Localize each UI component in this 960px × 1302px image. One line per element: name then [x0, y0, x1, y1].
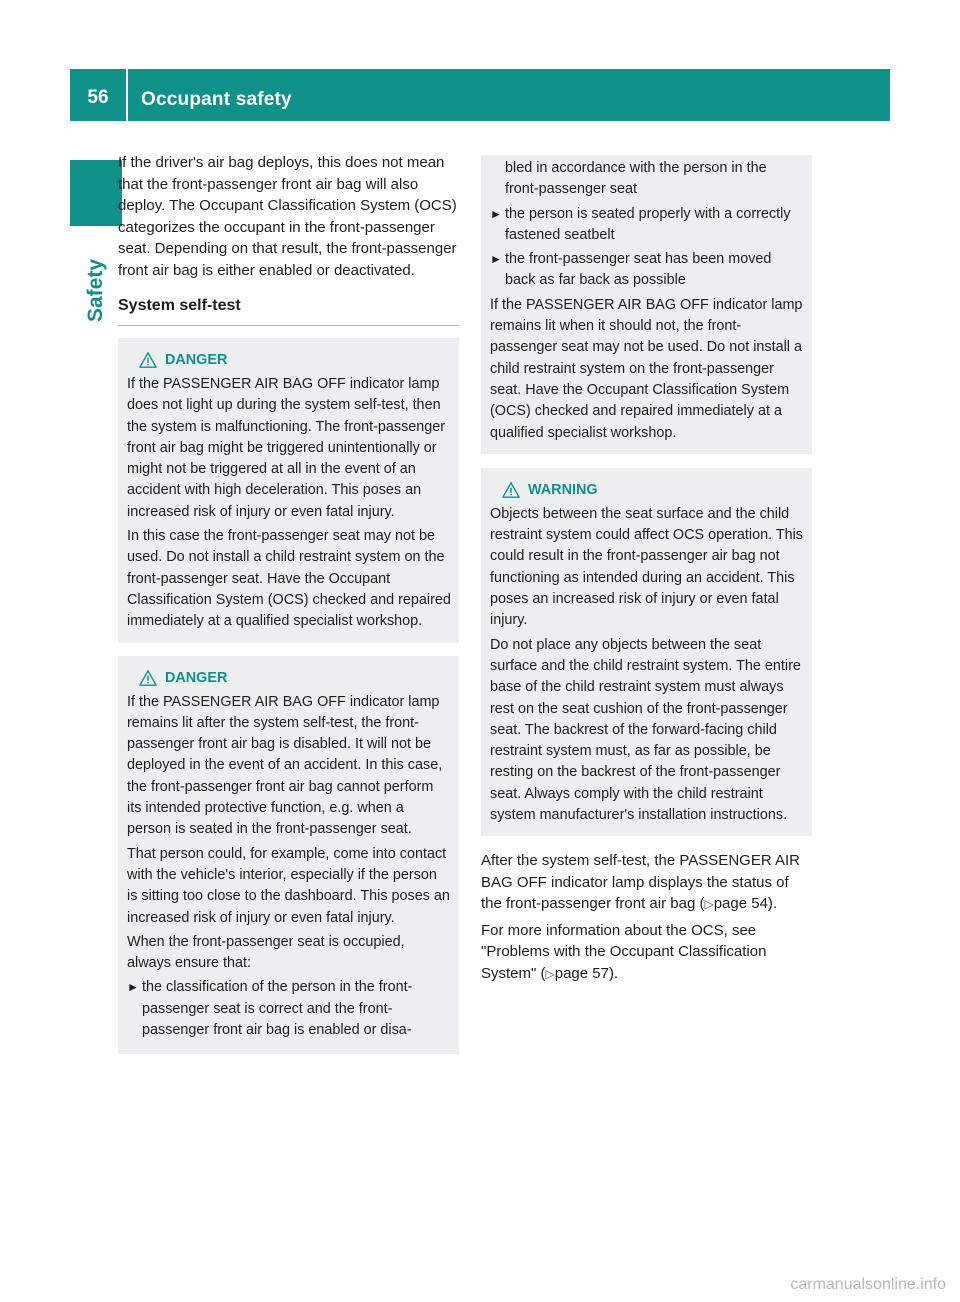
list-item: ► the person is seated properly with a correctly fastened seatbelt	[490, 205, 791, 243]
danger-box-2	[118, 656, 459, 1055]
warning-triangle-icon	[502, 481, 520, 499]
danger-1-paragraph-2: In this case the front-passenger seat may not be used. Do not install a child restraint system on the front-passenger seat. Have the Occupant Classification System (OCS) checked and repaired immediately at a qualified specialist workshop.	[127, 528, 451, 630]
page-reference-icon: ▷	[704, 897, 714, 912]
after-self-test-paragraph: After the system self-test, the PASSENGER AIR BAG OFF indicator lamp displays the status of the front-passenger front air bag (▷page 54).	[481, 852, 800, 913]
ensure-list	[127, 977, 451, 1041]
warning-box	[481, 468, 812, 836]
ensure-list-continued	[490, 204, 804, 292]
danger-header	[139, 350, 451, 370]
page-title: Occupant safety	[141, 89, 292, 110]
list-item: ► the classification of the person in the front-passenger seat is correct and the front-passenger front air bag is enabled or disa-	[127, 979, 413, 1039]
more-info-paragraph: For more information about the OCS, see "Problems with the Occupant Classification System" (▷page 57).	[481, 921, 767, 982]
bullet-icon: ►	[127, 980, 139, 995]
warning-paragraph-2: Do not place any objects between the seat surface and the child restraint system. The entire base of the child restraint system must always rest on the seat cushion of the front-passenger seat. The backrest of the forward-facing child restraint system must, as far as possible, be resting on the backrest of the front-passenger seat. Always comply with the child restraint system manufacturer's installation instructions.	[490, 636, 801, 824]
danger-2-paragraph-4: If the PASSENGER AIR BAG OFF indicator lamp remains lit when it should not, the front-passenger seat may not be used. Do not install a child restraint system on the front-passenger seat. Have the Occupant Classification System (OCS) checked and repaired immediately at a qualified specialist workshop.	[490, 296, 803, 441]
danger-2-paragraph-3: When the front-passenger seat is occupied, always ensure that:	[127, 933, 405, 972]
danger-header	[139, 668, 451, 688]
bullet-continuation: bled in accordance with the person in the front-passenger seat	[505, 160, 767, 198]
left-column	[118, 152, 459, 1054]
list-item: ► the front-passenger seat has been moved back as far back as possible	[490, 251, 772, 289]
bullet-icon: ►	[490, 206, 502, 221]
watermark: carmanualsonline.info	[790, 1276, 946, 1293]
section-heading: System self-test	[118, 295, 459, 326]
warning-label: WARNING	[528, 481, 598, 498]
warning-triangle-icon	[139, 351, 157, 369]
danger-label: DANGER	[165, 669, 228, 686]
bullet-icon: ►	[490, 252, 502, 267]
page-reference-link[interactable]: page 57).	[554, 964, 619, 982]
warning-header	[502, 480, 804, 500]
danger-box-1	[118, 338, 459, 643]
page-reference-icon: ▷	[545, 966, 555, 981]
section-tab	[70, 160, 122, 226]
page-number: 56	[87, 87, 109, 108]
danger-1-paragraph-1: If the PASSENGER AIR BAG OFF indicator lamp does not light up during the system self-test, then the system is malfunctioning. The front-passenger front air bag might be triggered unintentionally or might not be triggered at all in the event of an accident with high deceleration. This poses an increased risk of injury or even fatal injury.	[127, 376, 446, 520]
header-divider	[126, 69, 128, 121]
right-column	[481, 155, 812, 985]
warning-paragraph-1: Objects between the seat surface and the child restraint system could affect OCS operation. This could result in the front-passenger air bag not functioning as intended during an accident. This poses an increased risk of injury or even fatal injury.	[490, 505, 804, 629]
page-reference-link[interactable]: page 54).	[713, 895, 778, 913]
section-label: Safety	[84, 258, 107, 322]
warning-triangle-icon	[139, 669, 157, 687]
danger-2-paragraph-2: That person could, for example, come into contact with the vehicle's interior, especially if the person is sitting too close to the dashboard. This poses an increased risk of injury or even fatal injury.	[127, 845, 450, 926]
intro-paragraph: If the driver's air bag deploys, this does not mean that the front-passenger front air bag will also deploy. The Occupant Classification System (OCS) categorizes the occupant in the front-passenger seat. Depending on that result, the front-passenger front air bag is either enabled or deactivated.	[118, 154, 457, 279]
danger-box-2-continued	[481, 155, 812, 454]
danger-2-paragraph-1: If the PASSENGER AIR BAG OFF indicator lamp remains lit after the system self-test, the front-passenger front air bag is disabled. It will not be deployed in the event of an accident. In this case, the front-passenger front air bag cannot perform its intended protective function, e.g. when a person is seated in the front-passenger seat.	[127, 693, 443, 838]
danger-label: DANGER	[165, 352, 228, 368]
